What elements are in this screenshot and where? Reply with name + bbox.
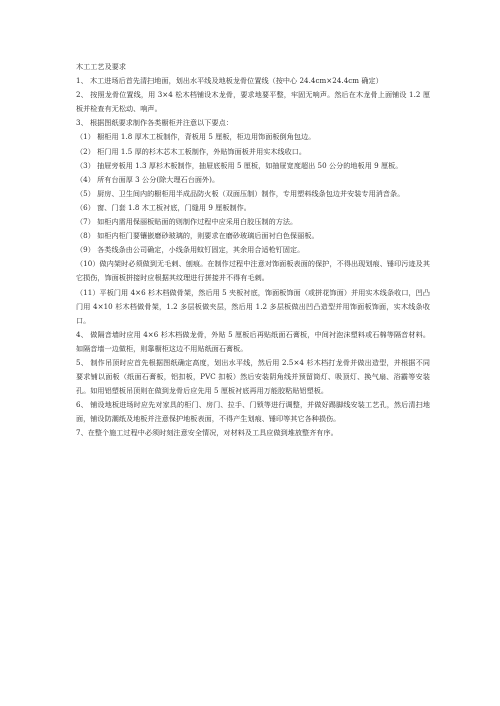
paragraph-5: 5、 制作吊顶时应首先根据图纸确定高度，划出水平线，然后用 2.5×4 杉木档打龙骨并做出造型，并根据不同要求铺以面板（纸面石膏板，铝扣板，PVC 扣板）然后安装阴角线并预留筒灯、吸顶灯、换气扇、浴霸等安装孔。如用铝塑板吊顶则在做到龙骨后应先用 5 厘板衬底再用万能胶粘贴铝塑板。 xyxy=(76,357,430,396)
paragraph-3-1: （1） 橱柜用 1.8 厚木工板制作，背板用 5 厘板，柜边用饰面板倒角包边。 xyxy=(76,132,316,142)
document-body xyxy=(76,60,430,441)
paragraph-3-4: （4） 所有台面厚 3 公分(除大理石台面外)。 xyxy=(76,174,220,184)
paragraph-7: 7、在整个施工过程中必须时刻注意安全情况，对材料及工具应做到堆放整齐有序。 xyxy=(76,428,338,438)
paragraph-3-2: （2） 柜门用 1.5 厚的杉木芯木工板制作，外贴饰面板并用实木线收口。 xyxy=(76,146,307,156)
paragraph-3-11: （11）平板门用 4×6 杉木档做骨架，然后用 5 夹板衬底，饰面板饰面（或拼花饰面）并用实木线条收口，凹凸门用 4×10 杉木档做骨架，1.2 多层板做夹层，然后用 1.2 多层板做出凹凸造型并用饰面板饰面，实木线条收口。 xyxy=(76,287,430,325)
paragraph-3-5: （5） 厨房、卫生间内的橱柜用半成品防火板（双面压制）制作，专用塑料线条包边并安装专用消音条。 xyxy=(76,188,405,198)
paragraph-3-6: （6） 窗、门套 1.8 木工板衬底，门缝用 9 厘板制作。 xyxy=(76,202,251,212)
paragraph-1: 1、 木工进场后首先清扫地面，划出水平线及地板龙骨位置线（按中心 24.4cm×24.4cm 确定） xyxy=(76,76,383,86)
paragraph-3-7: （7） 如柜内需用保丽板贴面的则制作过程中应采用白胶压制的方法。 xyxy=(76,217,298,227)
paragraph-3-9: （9） 各类线条由公司确定，小线条用蚊钉固定，其余用合适枪钉固定。 xyxy=(76,245,305,255)
paragraph-4: 4、 做隔音墙时应用 4×6 杉木档做龙骨，外贴 5 厘板后再贴纸面石膏板，中间衬泡沫塑料或石棉等隔音材料。如隔音墙一边做柜，则靠橱柜这边不用贴纸面石膏板。 xyxy=(76,329,430,353)
paragraph-3: 3、 根据图纸要求制作各类橱柜并注意以下要点： xyxy=(76,118,233,128)
paragraph-2: 2、 按照龙骨位置线，用 3×4 松木档铺设木龙骨，要求地要平整，牢固无响声。然后在木龙骨上面铺设 1.2 厘板并检查有无松动、响声。 xyxy=(76,90,430,114)
paragraph-3-3: （3） 抽屉旁板用 1.3 厚杉木板制作，抽屉底板用 5 厘板，如抽屉宽度超出 50 公分的地板用 9 厘板。 xyxy=(76,160,403,170)
paragraph-3-8: （8） 如柜内柜门要镶嵌磨砂玻璃的，则要求在磨砂玻璃后面衬白色保丽板。 xyxy=(76,231,319,241)
paragraph-3-10: （10）做内架时必须做到无毛刺、刨痕。在制作过程中注意对饰面板表面的保护，不得出现划痕、锤印污迹及其它损伤，饰面板拼接时应根据其纹理进行拼接并不得有毛刺。 xyxy=(76,259,430,283)
document-title: 木工工艺及要求 xyxy=(76,62,127,71)
paragraph-6: 6、 铺设地板进场时应先对家具的柜门、房门、拉手、门锁等进行调整，并做好踢脚线安装工艺孔，然后清扫地面，铺设防潮纸及地板并注意保护地板表面，不得产生划痕、锤印等其它各种损伤。 xyxy=(76,400,430,424)
